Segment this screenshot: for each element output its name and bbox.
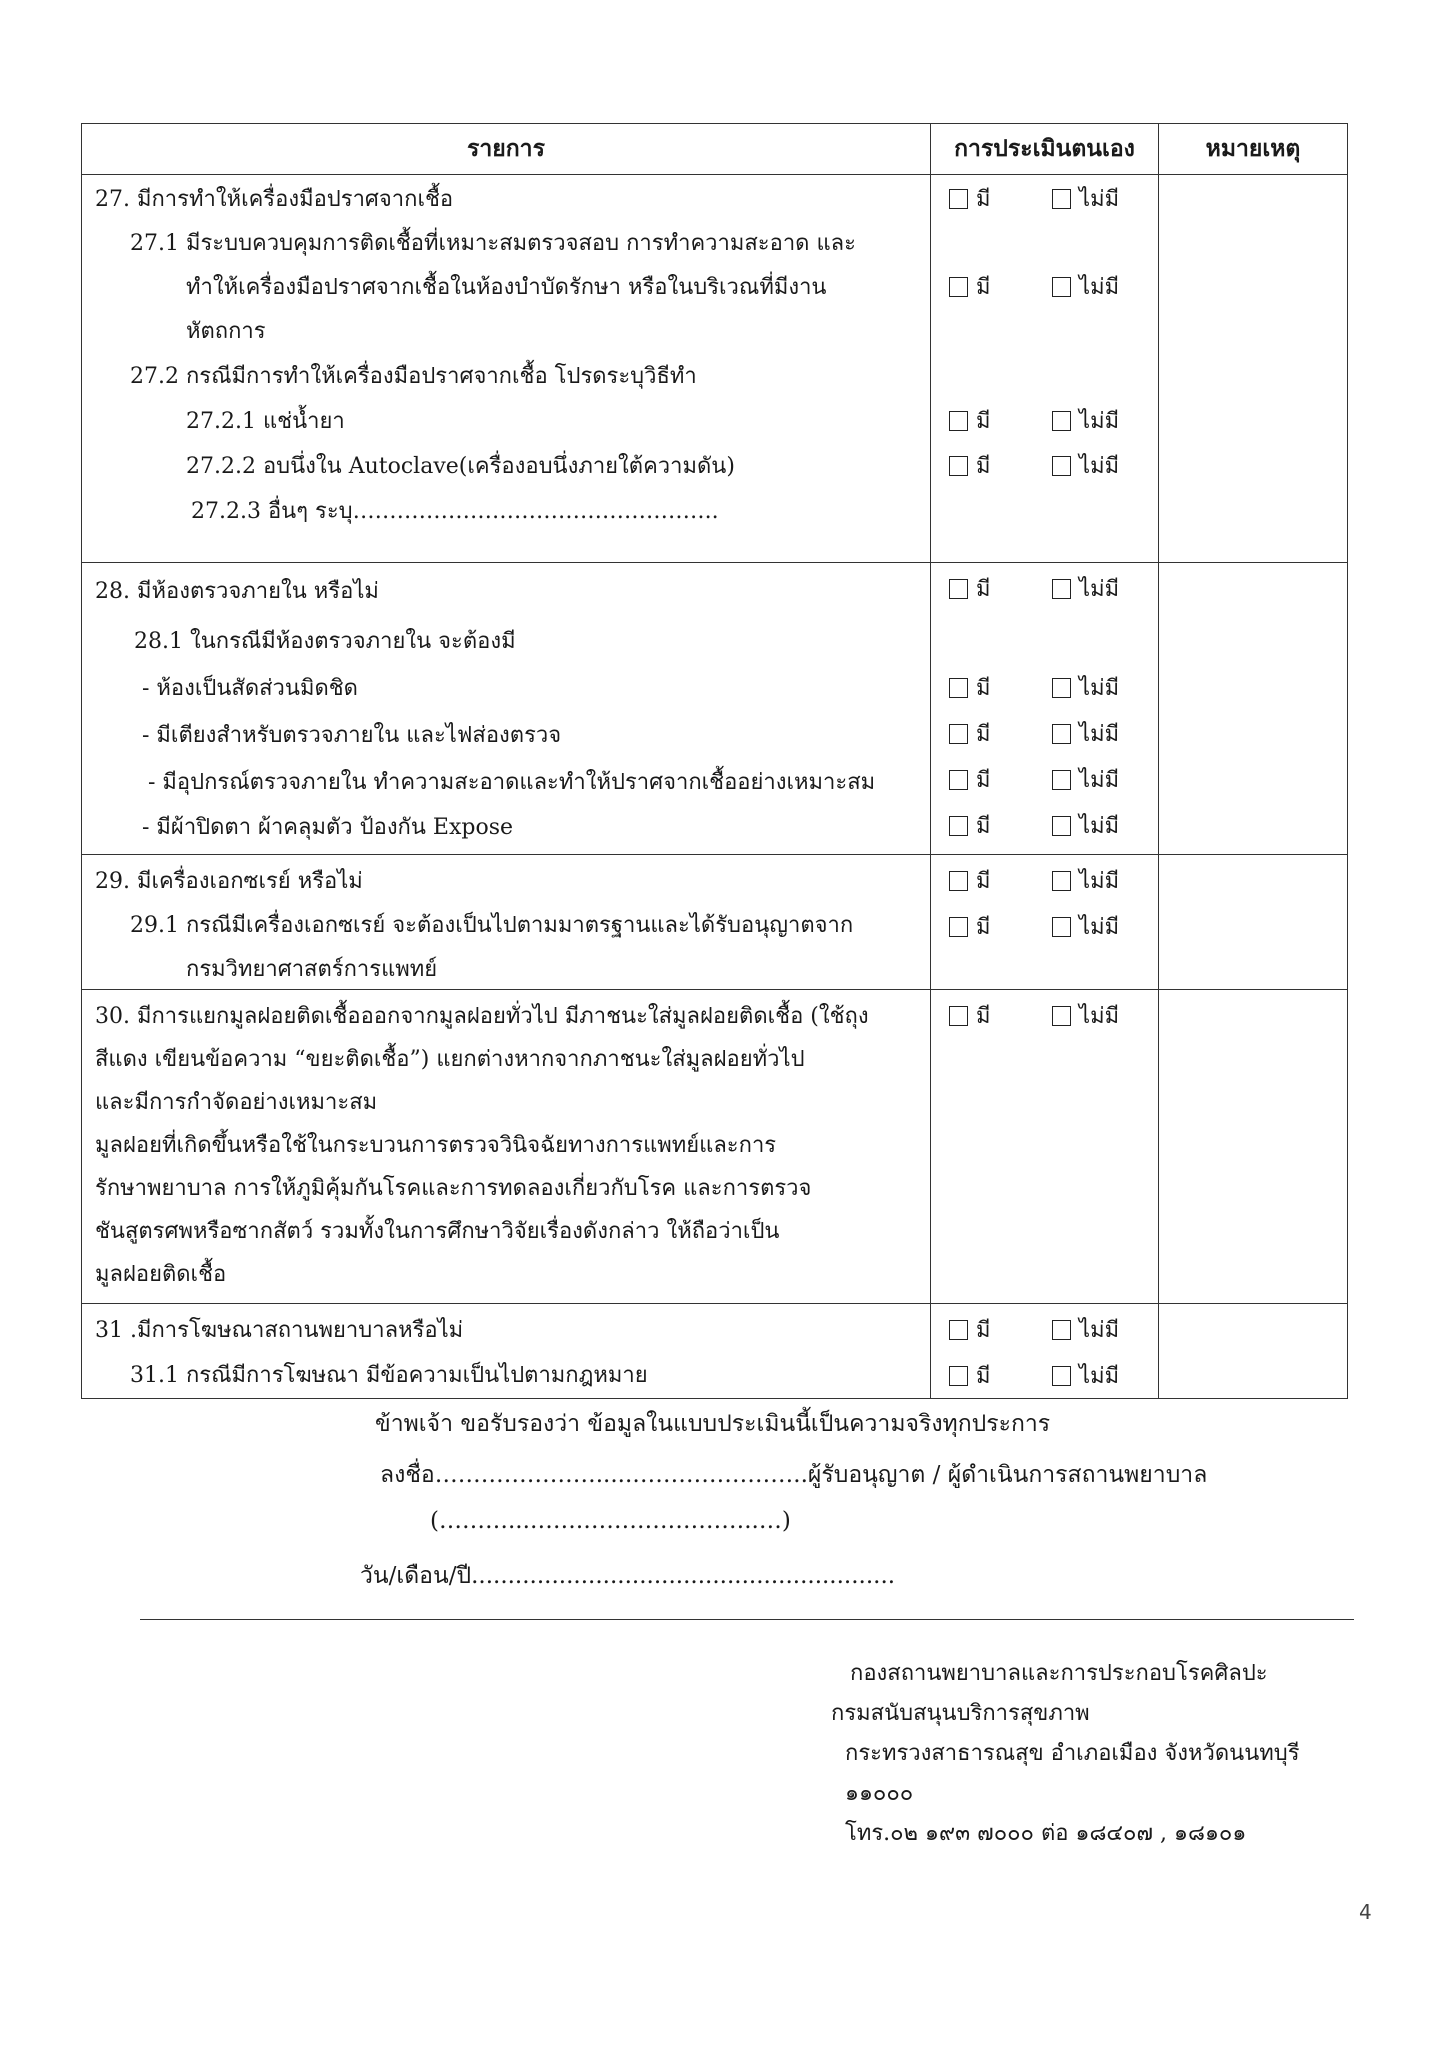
- checkbox-icon: [949, 411, 968, 431]
- item-30-options: [931, 998, 1158, 1028]
- item-27-2-2: 27.2.2 อบนึ่งใน Autoclave(เครื่องอบนึ่งภายใต้ความดัน): [186, 454, 735, 479]
- section-29-eval: [931, 855, 1158, 989]
- item-29-options: [931, 863, 1158, 893]
- footer-phone: โทร.๐๒ ๑๙๓ ๗๐๐๐ ต่อ ๑๘๔๐๗ , ๑๘๑๐๑: [845, 1821, 1247, 1846]
- section-27-text: [82, 175, 930, 562]
- section-28-remarks: [1159, 563, 1348, 855]
- item-28-yes-checkbox[interactable]: มี: [949, 571, 991, 606]
- footer-address: กระทรวงสาธารณสุข อำเภอเมือง จังหวัดนนทบุรี: [845, 1741, 1300, 1766]
- item-29-1-options: [931, 909, 1158, 939]
- item-28-1-a: - ห้องเป็นสัดส่วนมิดชิด: [142, 676, 358, 701]
- section-30-text: [82, 990, 930, 1303]
- item-27-1-line3: หัตถการ: [186, 319, 266, 344]
- item-28-1-d-no-checkbox[interactable]: ไม่มี: [1052, 808, 1119, 843]
- checkbox-icon: [949, 1320, 968, 1340]
- section-29-text: [82, 855, 930, 989]
- item-31-no-checkbox[interactable]: ไม่มี: [1052, 1312, 1119, 1347]
- item-30-no-checkbox[interactable]: ไม่มี: [1052, 998, 1119, 1033]
- item-27-title: 27. มีการทำให้เครื่องมือปราศจากเชื้อ: [95, 187, 454, 212]
- checkbox-icon: [1052, 411, 1071, 431]
- section-30-eval: [931, 990, 1158, 1303]
- checkbox-icon: [1052, 724, 1071, 744]
- checkbox-icon: [1052, 189, 1071, 209]
- item-29-1-yes-checkbox[interactable]: มี: [949, 909, 991, 944]
- item-27-yes-checkbox[interactable]: มี: [949, 181, 991, 216]
- section-29-row: [82, 855, 1348, 990]
- checkbox-icon: [949, 678, 968, 698]
- section-31-eval: [931, 1304, 1158, 1398]
- item-27-no-checkbox[interactable]: ไม่มี: [1052, 181, 1119, 216]
- item-28-options: [931, 571, 1158, 601]
- item-28-1-c-options: [931, 762, 1158, 792]
- item-28-1-d-yes-checkbox[interactable]: มี: [949, 808, 991, 843]
- item-27-2-1-yes-checkbox[interactable]: มี: [949, 403, 991, 438]
- checkbox-icon: [1052, 917, 1071, 937]
- item-27-2-3: 27.2.3 อื่นๆ ระบุ…………………………………………..: [191, 499, 719, 524]
- checkbox-icon: [949, 816, 968, 836]
- item-29-1-line1: 29.1 กรณีมีเครื่องเอกซเรย์ จะต้องเป็นไปตามมาตรฐานและได้รับอนุญาตจาก: [130, 913, 854, 938]
- checkbox-icon: [1052, 456, 1071, 476]
- checkbox-icon: [1052, 1320, 1071, 1340]
- item-28-1-a-no-checkbox[interactable]: ไม่มี: [1052, 670, 1119, 705]
- item-28-1-b-yes-checkbox[interactable]: มี: [949, 716, 991, 751]
- section-28-eval: [931, 563, 1158, 854]
- item-28-1-a-options: [931, 670, 1158, 700]
- section-31-text: [82, 1304, 930, 1398]
- item-27-1-options: [931, 269, 1158, 299]
- footer-divider: [140, 1619, 1354, 1620]
- checkbox-icon: [949, 1366, 968, 1386]
- footer-org-department: กรมสนับสนุนบริการสุขภาพ: [831, 1701, 1090, 1726]
- checkbox-icon: [949, 1006, 968, 1026]
- checkbox-icon: [949, 189, 968, 209]
- item-29-1-no-checkbox[interactable]: ไม่มี: [1052, 909, 1119, 944]
- item-27-2: 27.2 กรณีมีการทำให้เครื่องมือปราศจากเชื้อ โปรดระบุวิธีทำ: [130, 364, 697, 389]
- item-30-line1: 30. มีการแยกมูลฝอยติดเชื้อออกจากมูลฝอยทั่วไป มีภาชนะใส่มูลฝอยติดเชื้อ (ใช้ถุง: [95, 1004, 869, 1029]
- page-number: 4: [1359, 1900, 1372, 1924]
- name-line[interactable]: (………...…….…………………..…): [430, 1508, 791, 1534]
- item-28-1-b-options: [931, 716, 1158, 746]
- item-28-1: 28.1 ในกรณีมีห้องตรวจภายใน จะต้องมี: [134, 629, 516, 654]
- checkbox-icon: [949, 277, 968, 297]
- item-28-1-d-options: [931, 808, 1158, 838]
- item-27-1-no-checkbox[interactable]: ไม่มี: [1052, 269, 1119, 304]
- item-29-1-line2: กรมวิทยาศาสตร์การแพทย์: [186, 957, 438, 982]
- footer-org-division: กองสถานพยาบาลและการประกอบโรคศิลปะ: [850, 1661, 1268, 1686]
- item-27-2-2-no-checkbox[interactable]: ไม่มี: [1052, 448, 1119, 483]
- header-remarks: หมายเหตุ: [1159, 124, 1348, 175]
- item-28-title: 28. มีห้องตรวจภายใน หรือไม่: [95, 579, 379, 604]
- item-30-yes-checkbox[interactable]: มี: [949, 998, 991, 1033]
- item-27-options: [931, 181, 1158, 211]
- item-31-1-yes-checkbox[interactable]: มี: [949, 1358, 991, 1393]
- checkbox-icon: [949, 871, 968, 891]
- item-28-1-a-yes-checkbox[interactable]: มี: [949, 670, 991, 705]
- item-27-2-2-yes-checkbox[interactable]: มี: [949, 448, 991, 483]
- section-31-row: [82, 1304, 1348, 1399]
- checkbox-icon: [949, 917, 968, 937]
- date-line[interactable]: วัน/เดือน/ปี..........................................................: [360, 1563, 896, 1589]
- checkbox-icon: [1052, 1006, 1071, 1026]
- checkbox-icon: [1052, 816, 1071, 836]
- checkbox-icon: [949, 724, 968, 744]
- item-27-2-2-options: [931, 448, 1158, 478]
- header-self-assessment: การประเมินตนเอง: [931, 124, 1159, 175]
- item-28-1-c: - มีอุปกรณ์ตรวจภายใน ทำความสะอาดและทำให้ปราศจากเชื้ออย่างเหมาะสม: [148, 770, 876, 795]
- item-31-title: 31 .มีการโฆษณาสถานพยาบาลหรือไม่: [95, 1318, 464, 1343]
- section-27-remarks: [1159, 175, 1348, 563]
- item-31-1-no-checkbox[interactable]: ไม่มี: [1052, 1358, 1119, 1393]
- item-30-line3: และมีการกำจัดอย่างเหมาะสม: [95, 1090, 378, 1115]
- header-items: รายการ: [82, 124, 931, 175]
- checkbox-icon: [949, 456, 968, 476]
- item-30-line6: ชันสูตรศพหรือซากสัตว์ รวมทั้งในการศึกษาวิจัยเรื่องดังกล่าว ให้ถือว่าเป็น: [95, 1219, 780, 1244]
- item-27-1-line1: 27.1 มีระบบควบคุมการติดเชื้อที่เหมาะสมตรวจสอบ การทำความสะอาด และ: [130, 231, 856, 256]
- item-27-1-line2: ทำให้เครื่องมือปราศจากเชื้อในห้องบำบัดรักษา หรือในบริเวณที่มีงาน: [186, 275, 827, 300]
- self-assessment-table: [81, 123, 1348, 1399]
- checkbox-icon: [1052, 871, 1071, 891]
- item-29-title: 29. มีเครื่องเอกซเรย์ หรือไม่: [95, 869, 363, 894]
- section-27-row: [82, 175, 1348, 563]
- item-31-yes-checkbox[interactable]: มี: [949, 1312, 991, 1347]
- item-31-options: [931, 1312, 1158, 1342]
- item-30-line4: มูลฝอยที่เกิดขึ้นหรือใช้ในกระบวนการตรวจวินิจฉัยทางการแพทย์และการ: [95, 1133, 777, 1158]
- signature-line[interactable]: ลงชื่อ………………….....…………………..ผู้รับอนุญาต / ผู้ดำเนินการสถานพยาบาล: [380, 1462, 1208, 1488]
- checkbox-icon: [1052, 1366, 1071, 1386]
- item-27-2-1-no-checkbox[interactable]: ไม่มี: [1052, 403, 1119, 438]
- item-28-1-b-no-checkbox[interactable]: ไม่มี: [1052, 716, 1119, 751]
- footer-postcode: ๑๑๐๐๐: [845, 1781, 914, 1806]
- item-28-1-c-yes-checkbox[interactable]: มี: [949, 762, 991, 797]
- item-28-1-b: - มีเตียงสำหรับตรวจภายใน และไฟส่องตรวจ: [142, 723, 562, 748]
- item-29-yes-checkbox[interactable]: มี: [949, 863, 991, 898]
- checkbox-icon: [1052, 678, 1071, 698]
- checkbox-icon: [949, 770, 968, 790]
- section-30-remarks: [1159, 990, 1348, 1304]
- item-30-line7: มูลฝอยติดเชื้อ: [95, 1262, 227, 1287]
- certification-statement: ข้าพเจ้า ขอรับรองว่า ข้อมูลในแบบประเมินนี้เป็นความจริงทุกประการ: [375, 1411, 1051, 1437]
- section-28-text: [82, 563, 930, 854]
- item-27-2-1: 27.2.1 แช่น้ำยา: [186, 409, 345, 434]
- section-31-remarks: [1159, 1304, 1348, 1399]
- checkbox-icon: [1052, 277, 1071, 297]
- item-31-1-options: [931, 1358, 1158, 1388]
- section-28-row: [82, 563, 1348, 855]
- item-30-line5: รักษาพยาบาล การให้ภูมิคุ้มกันโรคและการทดลองเกี่ยวกับโรค และการตรวจ: [95, 1176, 812, 1201]
- item-27-2-1-options: [931, 403, 1158, 433]
- checkbox-icon: [949, 579, 968, 599]
- item-27-1-yes-checkbox[interactable]: มี: [949, 269, 991, 304]
- item-28-1-c-no-checkbox[interactable]: ไม่มี: [1052, 762, 1119, 797]
- item-31-1: 31.1 กรณีมีการโฆษณา มีข้อความเป็นไปตามกฎหมาย: [130, 1363, 648, 1388]
- item-28-no-checkbox[interactable]: ไม่มี: [1052, 571, 1119, 606]
- section-27-eval: [931, 175, 1158, 562]
- section-30-row: [82, 990, 1348, 1304]
- table-header-row: [82, 124, 1348, 175]
- item-30-line2: สีแดง เขียนข้อความ “ขยะติดเชื้อ”) แยกต่างหากจากภาชนะใส่มูลฝอยทั่วไป: [95, 1047, 805, 1072]
- checkbox-icon: [1052, 770, 1071, 790]
- item-29-no-checkbox[interactable]: ไม่มี: [1052, 863, 1119, 898]
- checkbox-icon: [1052, 579, 1071, 599]
- section-29-remarks: [1159, 855, 1348, 990]
- item-28-1-d: - มีผ้าปิดตา ผ้าคลุมตัว ป้องกัน Expose: [142, 815, 514, 840]
